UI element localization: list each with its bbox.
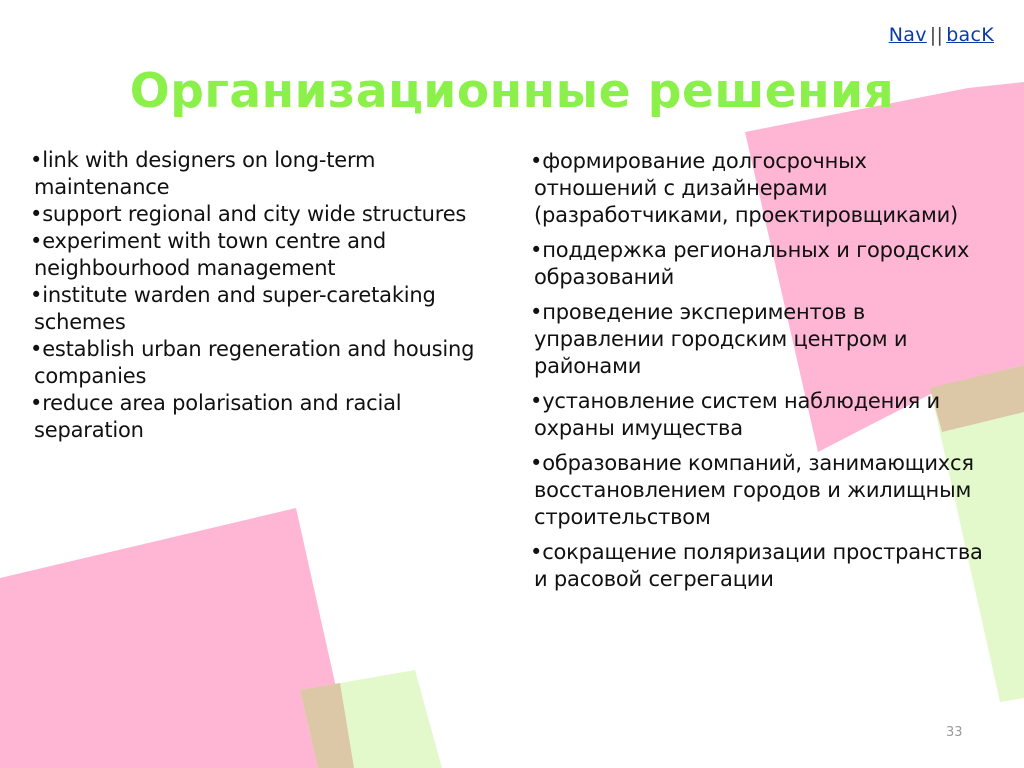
list-item-text: образование компаний, занимающихся восстановлением городов и жилищным строительством [534, 451, 974, 529]
bullet-icon: • [530, 451, 543, 475]
list-item-text: establish urban regeneration and housing companies [34, 337, 475, 388]
nav-separator: || [929, 24, 944, 46]
list-item [30, 336, 500, 390]
list-item-text: установление систем наблюдения и охраны имущества [534, 389, 940, 440]
pink-square-bottom-left [0, 508, 354, 768]
list-item [30, 282, 500, 336]
list-item-text: поддержка региональных и городских образований [534, 238, 970, 289]
bullet-icon: • [530, 300, 543, 324]
list-item [30, 390, 500, 444]
page-number: 33 [946, 725, 963, 740]
bullet-icon: • [30, 283, 43, 307]
list-item-text: сокращение поляризации пространства и расовой сегрегации [534, 540, 983, 591]
bullet-icon: • [30, 337, 43, 361]
list-item-text: проведение экспериментов в управлении городским центром и районами [534, 300, 908, 378]
list-item-text: institute warden and super-caretaking schemes [34, 283, 436, 334]
back-link[interactable]: bacK [946, 24, 994, 46]
list-item [530, 148, 990, 229]
list-item-text: experiment with town centre and neighbourhood management [34, 229, 387, 280]
list-item-text: формирование долгосрочных отношений с дизайнерами (разработчиками, проектировщиками) [534, 149, 959, 227]
list-item-text: support regional and city wide structures [42, 202, 467, 226]
bullet-icon: • [30, 148, 43, 172]
bullet-icon: • [530, 238, 543, 262]
bullet-icon: • [30, 229, 43, 253]
english-list [30, 147, 500, 444]
list-item [530, 299, 990, 380]
list-item [530, 450, 990, 531]
list-item-text: link with designers on long-term maintenance [34, 148, 376, 199]
bullet-icon: • [530, 389, 543, 413]
bullet-icon: • [530, 149, 543, 173]
bullet-icon: • [30, 202, 43, 226]
list-item [30, 228, 500, 282]
list-item [30, 147, 500, 201]
list-item [530, 237, 990, 291]
nav-links [889, 24, 994, 46]
list-item [30, 201, 500, 228]
slide-title: Организационные решения [129, 64, 895, 119]
bullet-icon: • [30, 391, 43, 415]
bullet-icon: • [530, 540, 543, 564]
nav-link[interactable]: Nav [888, 24, 927, 46]
list-item-text: reduce area polarisation and racial separation [34, 391, 402, 442]
list-item [530, 539, 990, 593]
russian-list [530, 148, 990, 601]
list-item [530, 388, 990, 442]
